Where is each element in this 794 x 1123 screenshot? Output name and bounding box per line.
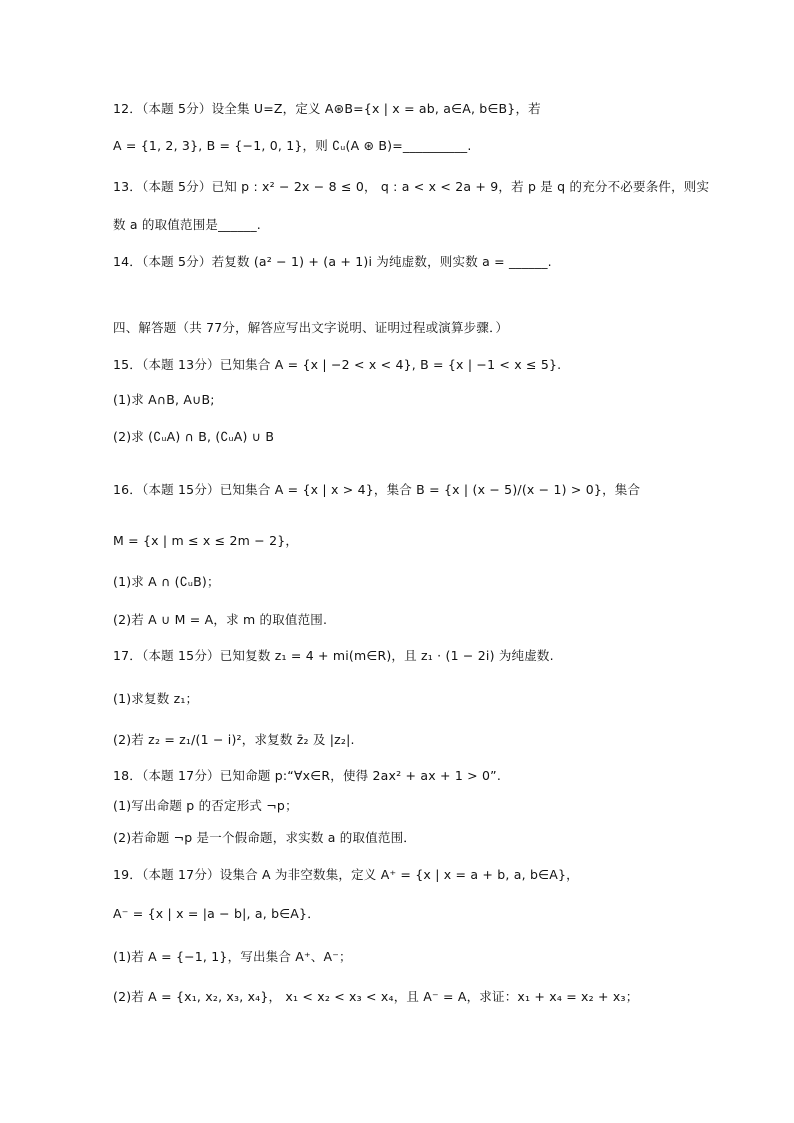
- question-16-part-2: (2)若 A ∪ M = A，求 m 的取值范围.: [113, 612, 328, 627]
- question-19-part-2: (2)若 A = {x₁, x₂, x₃, x₄}， x₁ < x₂ < x₃ < x₄，且 A⁻ = A，求证：x₁ + x₄ = x₂ + x₃；: [113, 989, 639, 1004]
- question-16-text: 16．（本题 15分）已知集合 A = {x | x > 4}，集合 B = {x | (x − 5)/(x − 1) > 0}，集合: [113, 482, 641, 497]
- question-19-text: 19．（本题 17分）设集合 A 为非空数集，定义 A⁺ = {x | x = a + b, a, b∈A}，: [113, 867, 579, 882]
- question-14-text: 14．（本题 5分）若复数 (a² − 1) + (a + 1)i 为纯虚数，则实数 a = ______.: [113, 254, 552, 269]
- question-17-part-1: (1)求复数 z₁；: [113, 691, 199, 706]
- question-18-part-2: (2)若命题 ¬p 是一个假命题，求实数 a 的取值范围．: [113, 830, 416, 845]
- question-12-sets: A = {1, 2, 3}, B = {−1, 0, 1}，则 ∁ᵤ(A ⊛ B)=__________.: [113, 138, 472, 153]
- question-19-part-1: (1)若 A = {−1, 1}，写出集合 A⁺、A⁻；: [113, 949, 352, 964]
- question-18-text: 18．（本题 17分）已知命题 p:“∀x∈R，使得 2ax² + ax + 1 > 0”.: [113, 768, 502, 783]
- question-15-part-2: (2)求 (∁ᵤA) ∩ B, (∁ᵤA) ∪ B: [113, 429, 275, 444]
- question-12-text: 12．（本题 5分）设全集 U=Z，定义 A⊛B={x | x = ab, a∈A, b∈B}，若: [113, 101, 541, 116]
- question-15-text: 15．（本题 13分）已知集合 A = {x | −2 < x < 4}, B = {x | −1 < x ≤ 5}.: [113, 357, 562, 372]
- question-17-text: 17．（本题 15分）已知复数 z₁ = 4 + mi(m∈R)，且 z₁ · (1 − 2i) 为纯虚数.: [113, 648, 554, 663]
- question-18-part-1: (1)写出命题 p 的否定形式 ¬p；: [113, 798, 298, 813]
- question-17-part-2: (2)若 z₂ = z₁/(1 − i)²，求复数 z̄₂ 及 |z₂|.: [113, 732, 355, 747]
- question-13-text: 13．（本题 5分）已知 p : x² − 2x − 8 ≤ 0， q : a < x < 2a + 9，若 p 是 q 的充分不必要条件，则实: [113, 179, 710, 194]
- question-16-part-1: (1)求 A ∩ (∁ᵤB)；: [113, 574, 220, 589]
- question-15-part-1: (1)求 A∩B, A∪B;: [113, 392, 215, 407]
- question-13-continued: 数 a 的取值范围是______.: [113, 217, 261, 232]
- question-19-a-minus: A⁻ = {x | x = |a − b|, a, b∈A}．: [113, 906, 320, 921]
- question-16-set-m: M = {x | m ≤ x ≤ 2m − 2}，: [113, 533, 299, 548]
- section-heading: 四、解答题（共 77分，解答应写出文字说明、证明过程或演算步骤．）: [113, 320, 509, 335]
